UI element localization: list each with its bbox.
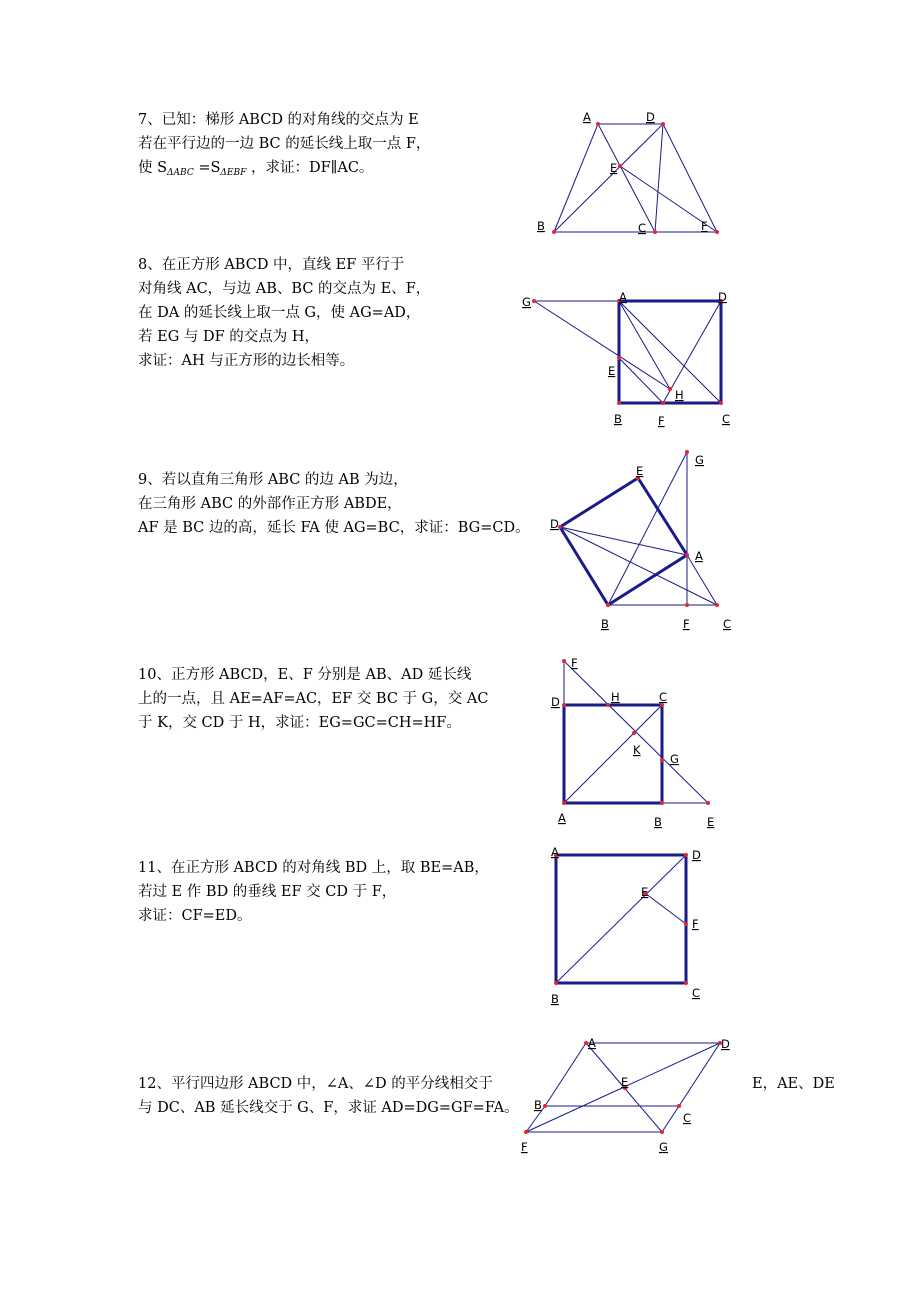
- fig10-label-e: E: [707, 815, 715, 829]
- problem-8-line-3: 在 DA 的延长线上取一点 G，使 AG=AD，: [138, 305, 421, 321]
- area-sub-ebf: ΔEBF: [220, 168, 247, 178]
- problem-8-line-2: 对角线 AC，与边 AB、BC 的交点为 E、F，: [138, 281, 431, 297]
- problem-10-line-3: 于 K，交 CD 于 H，求证：EG=GC=CH=HF。: [138, 715, 461, 731]
- fig12-label-b: B: [534, 1098, 542, 1112]
- fig10-label-f: F: [571, 656, 578, 670]
- fig10-label-c: C: [659, 690, 668, 704]
- fig9-label-d: D: [550, 517, 559, 531]
- fig12-label-e: E: [621, 1075, 629, 1089]
- fig8-label-f: F: [658, 414, 665, 428]
- problem-8-line-4: 若 EG 与 DF 的交点为 H，: [138, 329, 320, 345]
- problem-11-line-2: 若过 E 作 BD 的垂线 EF 交 CD 于 F，: [138, 884, 397, 900]
- fig12-label-f: F: [521, 1140, 528, 1154]
- problem-10-line-1: 10、正方形 ABCD，E、F 分别是 AB、AD 延长线: [138, 667, 472, 683]
- problem-9-line-1: 9、若以直角三角形 ABC 的边 AB 为边，: [138, 472, 408, 488]
- problem-8-line-5: 求证：AH 与正方形的边长相等。: [138, 353, 355, 369]
- fig11-label-e: E: [641, 885, 649, 899]
- fig11-label-c: C: [692, 986, 701, 1000]
- problem-10-line-2: 上的一点，且 AE=AF=AC，EF 交 BC 于 G，交 AC: [138, 691, 489, 707]
- fig8-label-c: C: [722, 412, 731, 426]
- fig8-label-e: E: [608, 364, 616, 378]
- problem-11-line-1: 11、在正方形 ABCD 的对角线 BD 上，取 BE=AB，: [138, 860, 489, 876]
- problem-8-line-1: 8、在正方形 ABCD 中，直线 EF 平行于: [138, 257, 405, 273]
- problem-9-line-3: AF 是 BC 边的高，延长 FA 使 AG=BC，求证：BG=CD。: [138, 520, 530, 536]
- fig7-label-e: E: [610, 161, 618, 175]
- fig9-label-e: E: [636, 464, 644, 478]
- fig12-label-c: C: [683, 1111, 692, 1125]
- fig12-label-a: A: [588, 1036, 596, 1050]
- fig11-label-b: B: [551, 992, 559, 1006]
- fig8-label-h: H: [675, 388, 684, 402]
- fig8-label-d: D: [718, 290, 727, 304]
- fig11-label-d: D: [692, 848, 701, 862]
- problem-7-line-2: 若在平行边的一边 BC 的延长线上取一点 F，: [138, 136, 431, 152]
- fig9-label-f: F: [683, 617, 690, 631]
- problem-9-line-2: 在三角形 ABC 的外部作正方形 ABDE，: [138, 496, 402, 512]
- fig7-label-b: B: [537, 219, 545, 233]
- fig12-label-d: D: [721, 1037, 730, 1051]
- fig10-label-h: H: [611, 690, 620, 704]
- fig9-label-a: A: [695, 549, 703, 563]
- fig9-label-c: C: [723, 617, 732, 631]
- fig11-label-a: A: [551, 845, 559, 859]
- fig8-label-a: A: [619, 290, 627, 304]
- fig10-label-b: B: [654, 815, 662, 829]
- area-sub-abc: ΔABC: [167, 168, 194, 178]
- area-prefix: 使 S: [138, 160, 168, 176]
- fig12-label-g: G: [659, 1140, 668, 1154]
- fig10-label-g: G: [670, 752, 679, 766]
- fig7-label-a: A: [583, 110, 591, 124]
- fig7-label-c: C: [638, 221, 647, 235]
- fig7-label-d: D: [646, 110, 655, 124]
- area-suffix: ，求证：DF∥AC。: [246, 160, 374, 176]
- problem-12-tail: E，AE、DE: [752, 1076, 835, 1092]
- fig8-label-g: G: [522, 295, 531, 309]
- problem-12-line-2: 与 DC、AB 延长线交于 G、F，求证 AD=DG=GF=FA。: [138, 1100, 519, 1116]
- area-mid: =S: [193, 160, 221, 176]
- fig7-label-f: F: [701, 219, 708, 233]
- problem-7-line-1: 7、已知：梯形 ABCD 的对角线的交点为 E: [138, 112, 419, 128]
- problem-12-line-1: 12、平行四边形 ABCD 中，∠A、∠D 的平分线相交于: [138, 1076, 493, 1092]
- fig9-label-b: B: [601, 617, 609, 631]
- fig11-label-f: F: [692, 917, 699, 931]
- fig10-label-k: K: [633, 743, 641, 757]
- problem-11-line-3: 求证：CF=ED。: [138, 908, 252, 924]
- fig10-label-a: A: [558, 811, 566, 825]
- fig9-label-g: G: [695, 453, 704, 467]
- fig10-label-d: D: [551, 695, 560, 709]
- fig8-label-b: B: [614, 412, 622, 426]
